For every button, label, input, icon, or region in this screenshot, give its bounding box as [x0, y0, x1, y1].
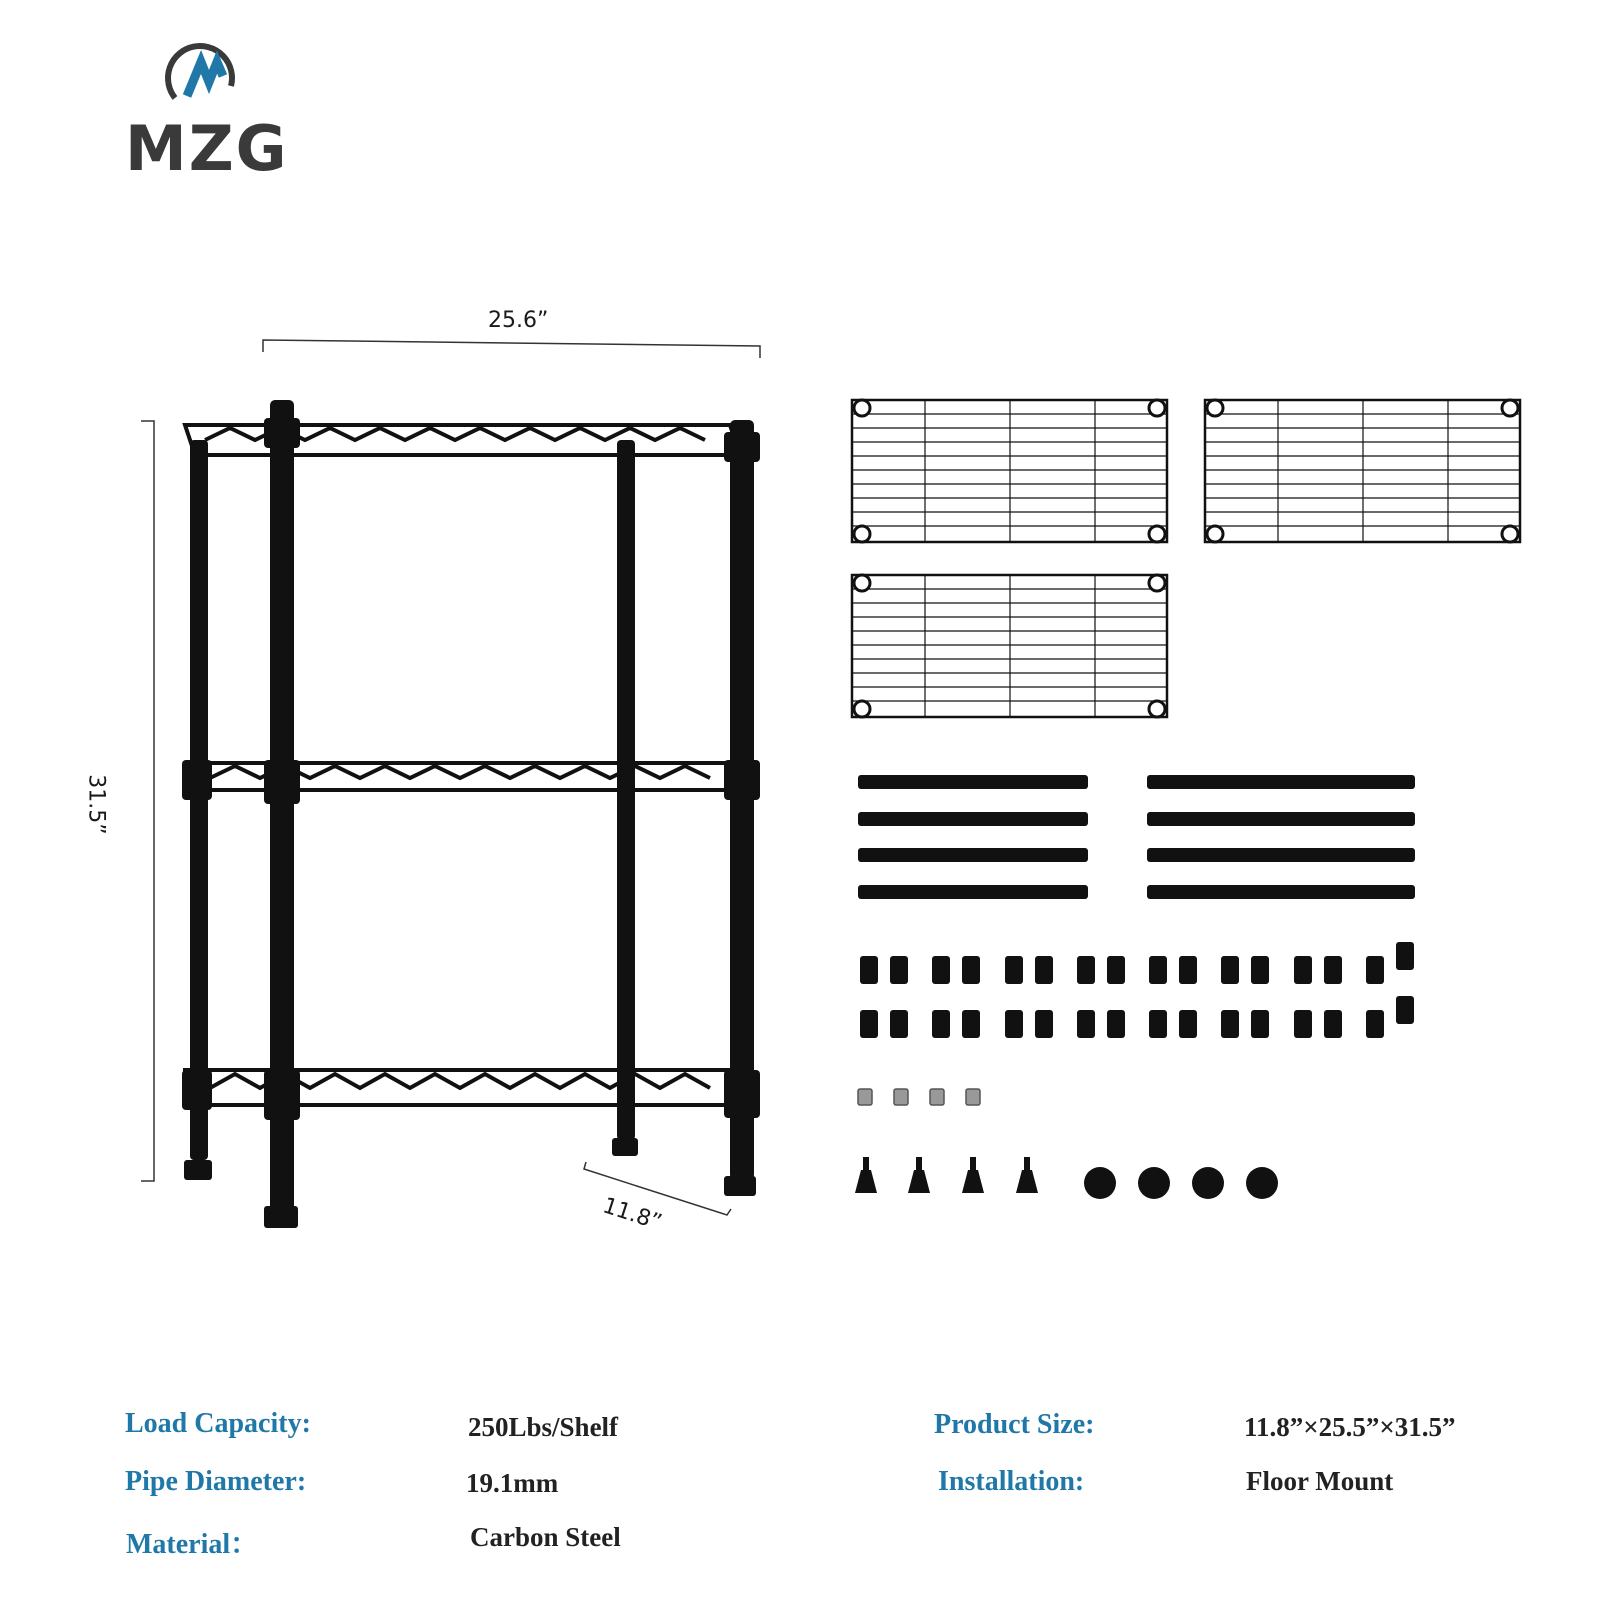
product-size-value: 11.8”×25.5”×31.5” [1244, 1412, 1456, 1442]
depth-dimension-label: 11.8” [599, 1193, 665, 1236]
product-size-label: Product Size: [934, 1409, 1095, 1440]
installation-value: Floor Mount [1246, 1466, 1394, 1496]
pipe-diameter-label: Pipe Diameter: [125, 1466, 307, 1497]
material-value: Carbon Steel [470, 1522, 621, 1552]
brand-name: MZG [125, 112, 289, 185]
load-capacity-label: Load Capacity: [125, 1408, 311, 1439]
installation-label: Installation: [938, 1466, 1085, 1497]
pipe-diameter-value: 19.1mm [466, 1468, 559, 1498]
width-dimension-label: 25.6” [488, 308, 549, 333]
material-label: Material： [126, 1529, 259, 1560]
height-dimension-label: 31.5” [83, 774, 109, 835]
load-capacity-value: 250Lbs/Shelf [468, 1412, 619, 1442]
